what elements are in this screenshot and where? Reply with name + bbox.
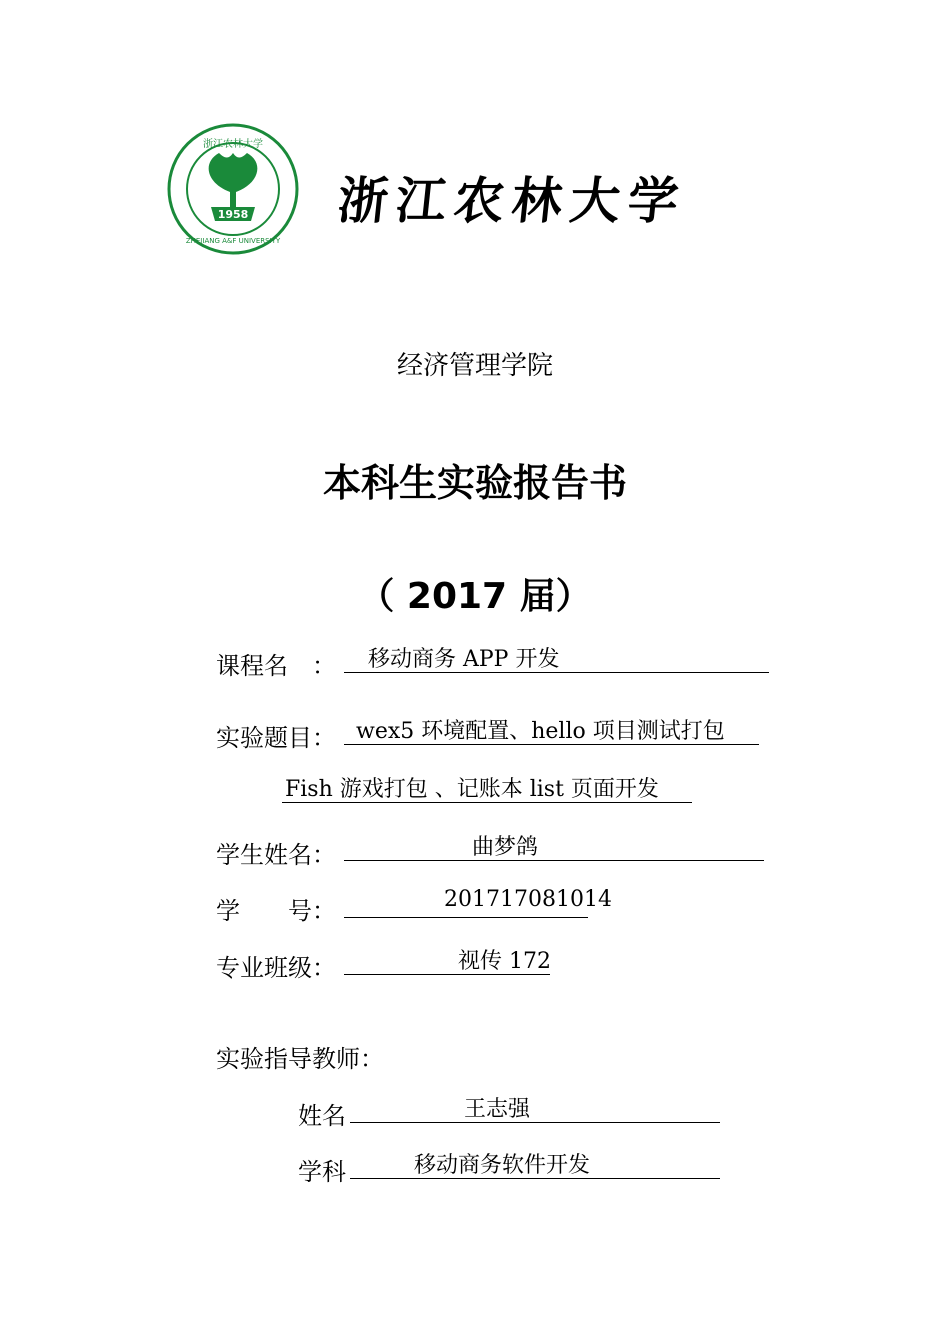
class-label: 专业班级：: [216, 954, 336, 982]
topic-label: 实验题目：: [216, 724, 336, 752]
advisor-subject-label: 学科: [298, 1158, 346, 1186]
class-field: [344, 944, 550, 975]
advisor-name-value: 王志强: [464, 1097, 531, 1122]
course-label: 课程名 ：: [216, 652, 336, 680]
topic-field-line2: [282, 772, 692, 803]
student-name-label: 学生姓名：: [216, 841, 336, 869]
advisor-subject-value: 移动商务软件开发: [414, 1153, 591, 1178]
svg-text:浙江农林大学: 浙江农林大学: [203, 139, 263, 150]
university-logo: [167, 123, 299, 255]
advisor-name-field: [350, 1092, 720, 1123]
report-title: 本科生实验报告书: [322, 461, 627, 505]
student-name-value: 曲梦鸽: [472, 835, 539, 860]
topic-value-line2: Fish 游戏打包 、记账本 list 页面开发: [285, 777, 659, 802]
advisor-heading: 实验指导教师：: [216, 1045, 384, 1073]
course-value: 移动商务 APP 开发: [368, 647, 560, 672]
advisor-name-label: 姓名: [298, 1102, 346, 1130]
student-id-field: [344, 887, 612, 918]
university-name: 浙江农林大学: [334, 172, 690, 230]
topic-value-line1: wex5 环境配置、hello 项目测试打包: [356, 719, 725, 744]
svg-text:ZHEJIANG A&F UNIVERSITY: ZHEJIANG A&F UNIVERSITY: [185, 237, 281, 245]
class-value: 视传 172: [458, 949, 551, 974]
svg-text:1958: 1958: [217, 208, 249, 221]
topic-field-line1: [344, 714, 759, 745]
student-id-value: 201717081014: [444, 887, 612, 912]
student-name-field: [344, 830, 764, 861]
advisor-subject-field: [350, 1148, 720, 1179]
student-id-label: 学 号：: [216, 897, 336, 925]
course-field: [344, 642, 769, 673]
college-name: 经济管理学院: [396, 351, 553, 381]
report-year: （ 2017 届）: [358, 576, 592, 617]
